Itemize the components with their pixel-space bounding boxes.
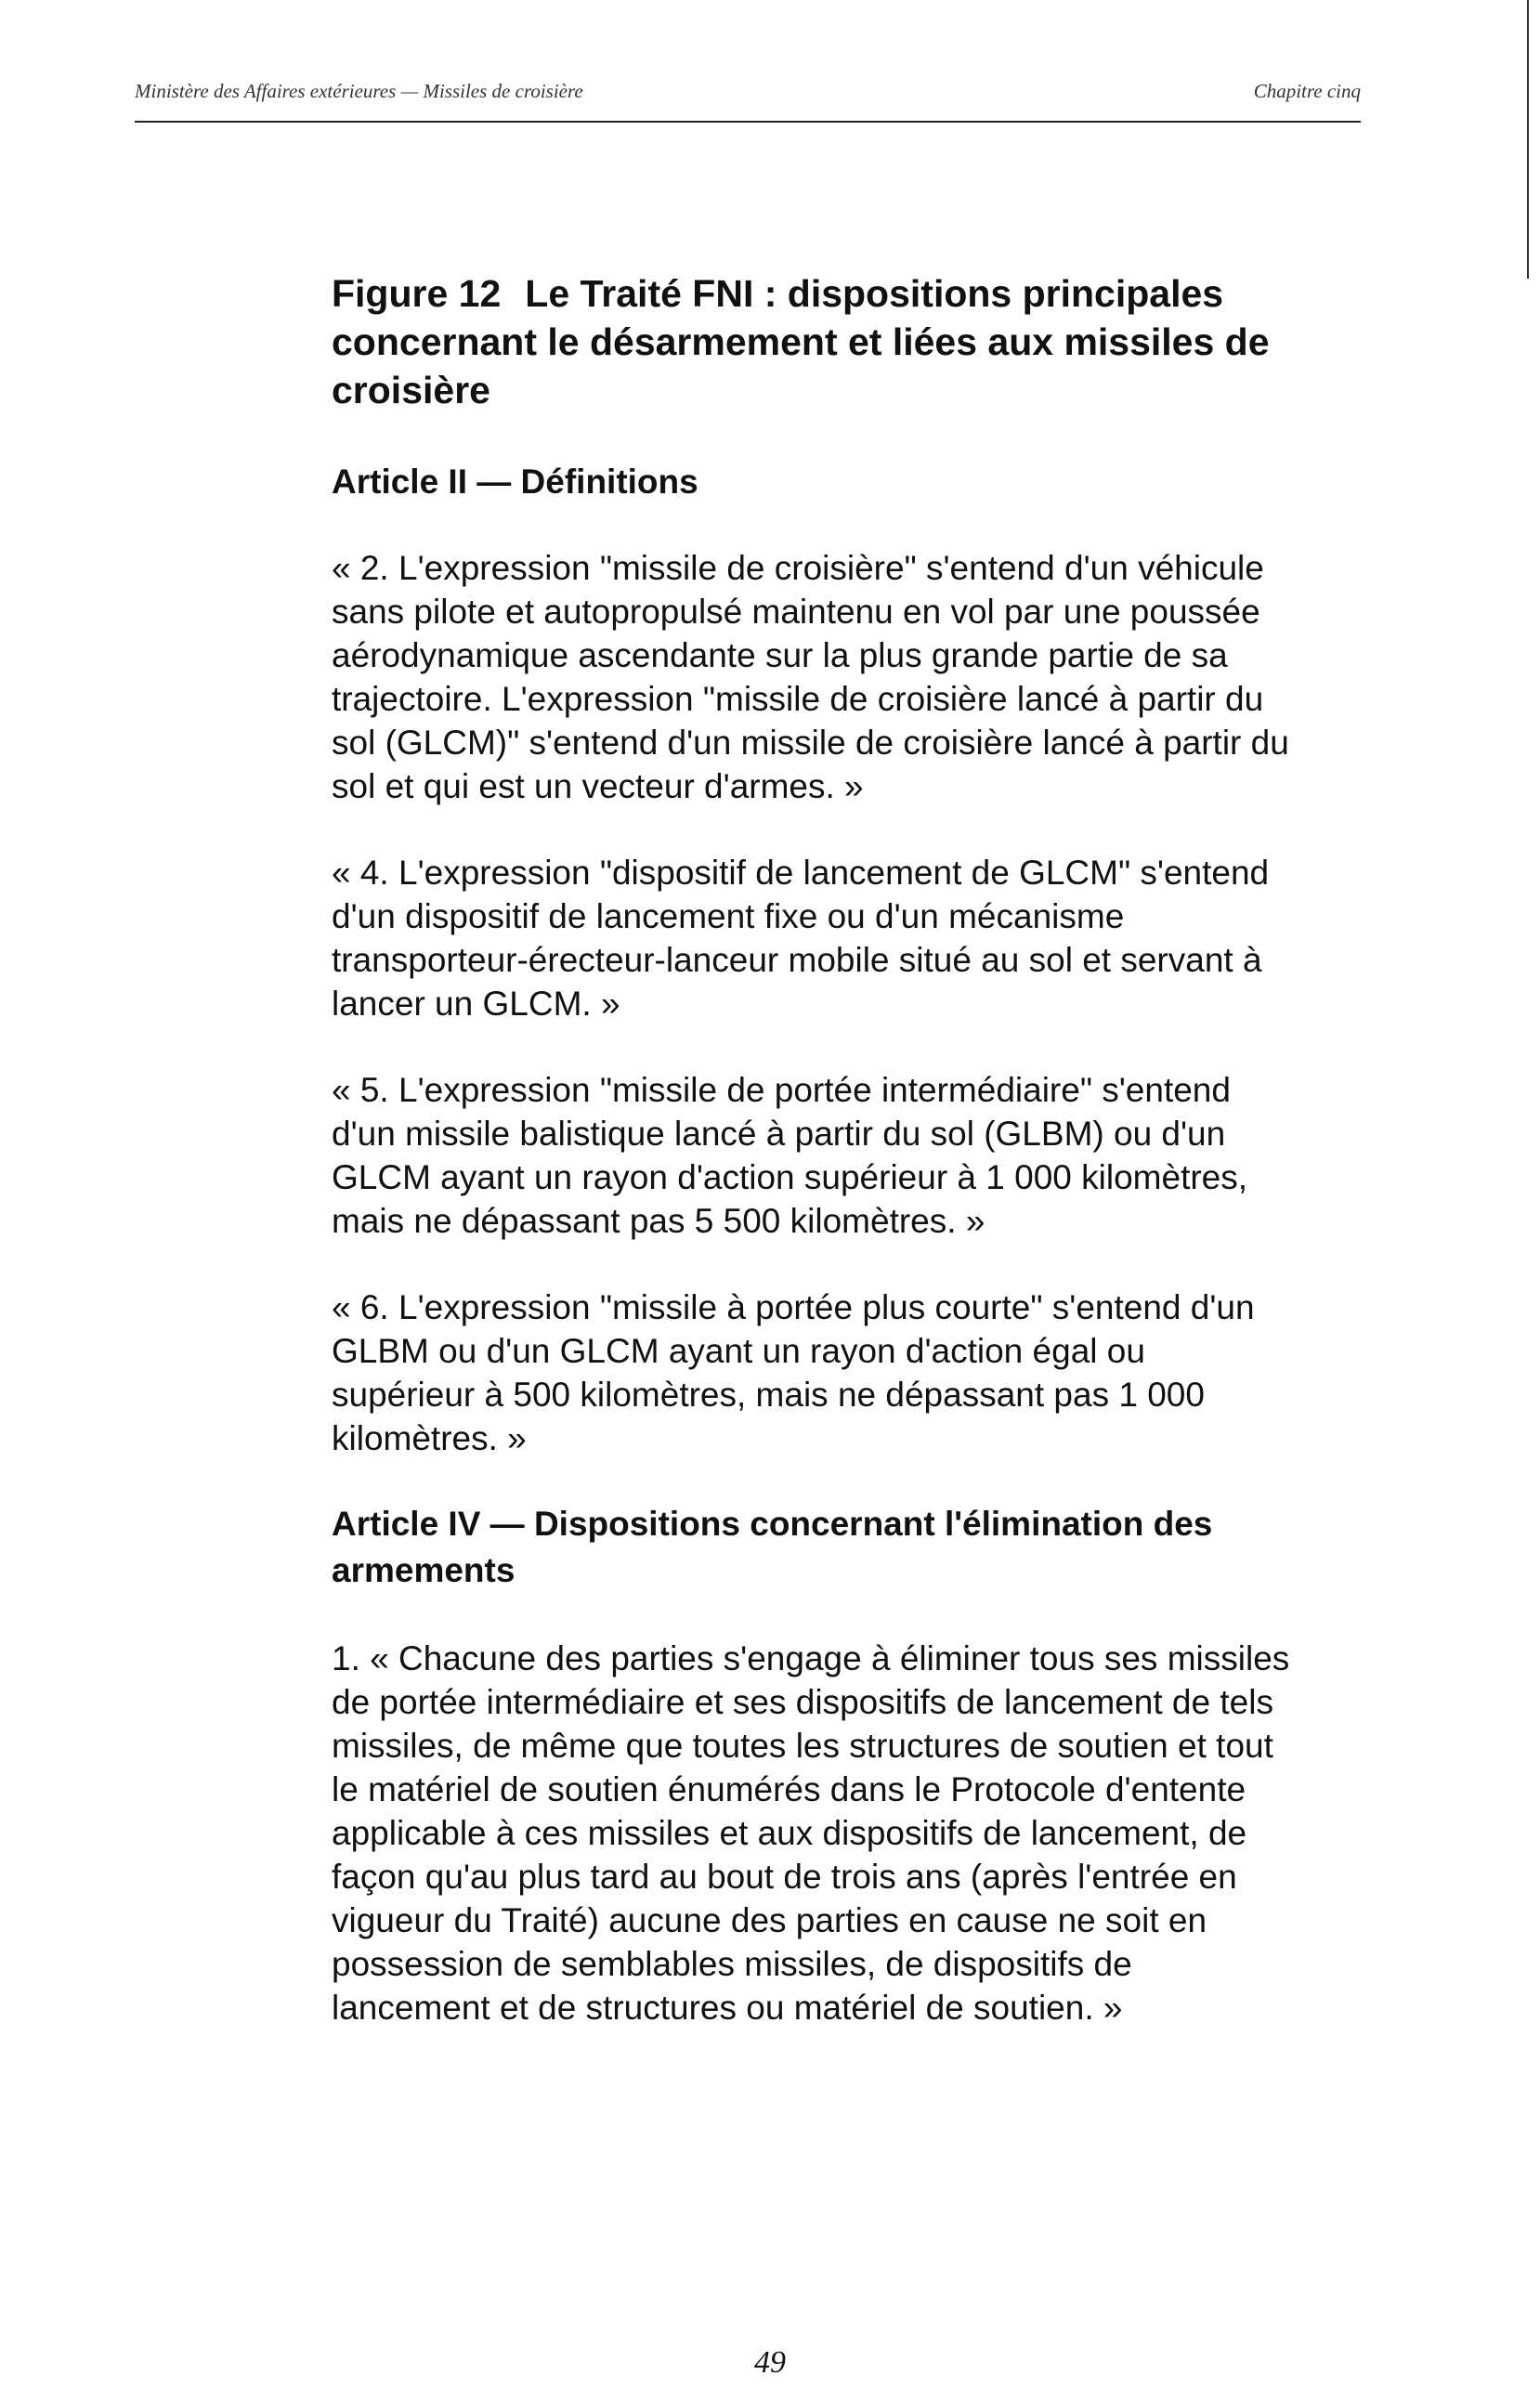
page-number: 49	[754, 2345, 786, 2380]
article-4-heading: Article IV — Dispositions concernant l'élimination des armements	[332, 1505, 1213, 1589]
definition-6: « 6. L'expression "missile à portée plus courte" s'entend d'un GLBM ou d'un GLCM ayant un rayon d'action égal ou supérieur à 500 kilomètres, mais ne dépassant pas 1 000 kilomètres. »	[332, 1288, 1255, 1457]
scan-edge	[1527, 0, 1529, 279]
running-header	[135, 80, 1361, 113]
figure-title-text: Le Traité FNI : dispositions principales concernant le désarmement et liées aux missiles de croisière	[332, 272, 1270, 411]
figure-title	[332, 269, 1298, 414]
definition-4: « 4. L'expression "dispositif de lancement de GLCM" s'entend d'un dispositif de lancement fixe ou d'un mécanisme transporteur-érecteur-lanceur mobile situé au sol et servant à lancer un GLCM. »	[332, 854, 1270, 1023]
header-left: Ministère des Affaires extérieures — Missiles de croisière	[135, 80, 583, 102]
article-2-heading: Article II — Définitions	[332, 463, 698, 501]
main-content	[332, 269, 1298, 2029]
header-rule	[135, 121, 1361, 123]
header-right: Chapitre cinq	[1253, 80, 1361, 102]
definition-5: « 5. L'expression "missile de portée intermédiaire" s'entend d'un missile balistique lancé à partir du sol (GLBM) ou d'un GLCM ayant un rayon d'action supérieur à 1 000 kilomètres, mais ne dépassant pas 5 500 kilomètres. »	[332, 1071, 1248, 1240]
definition-2: « 2. L'expression "missile de croisière" s'entend d'un véhicule sans pilote et autopropulsé maintenu en vol par une poussée aérodynamique ascendante sur la plus grande partie de sa trajectoire. L'expression "missile de croisière lancé à partir du sol (GLCM)" s'entend d'un missile de croisière lancé à partir du sol et qui est un vecteur d'armes. »	[332, 549, 1289, 805]
article-4-paragraph-1: 1. « Chacune des parties s'engage à éliminer tous ses missiles de portée intermédiaire et ses dispositifs de lancement de tels missiles, de même que toutes les structures de soutien et tout le matériel de soutien énumérés dans le Protocole d'entente applicable à ces missiles et aux dispositifs de lancement, de façon qu'au plus tard au bout de trois ans (après l'entrée en vigueur du Traité) aucune des parties en cause ne soit en possession de semblables missiles, de dispositifs de lancement et de structures ou matériel de soutien. »	[332, 1639, 1290, 2027]
figure-number: Figure 12	[332, 272, 502, 315]
